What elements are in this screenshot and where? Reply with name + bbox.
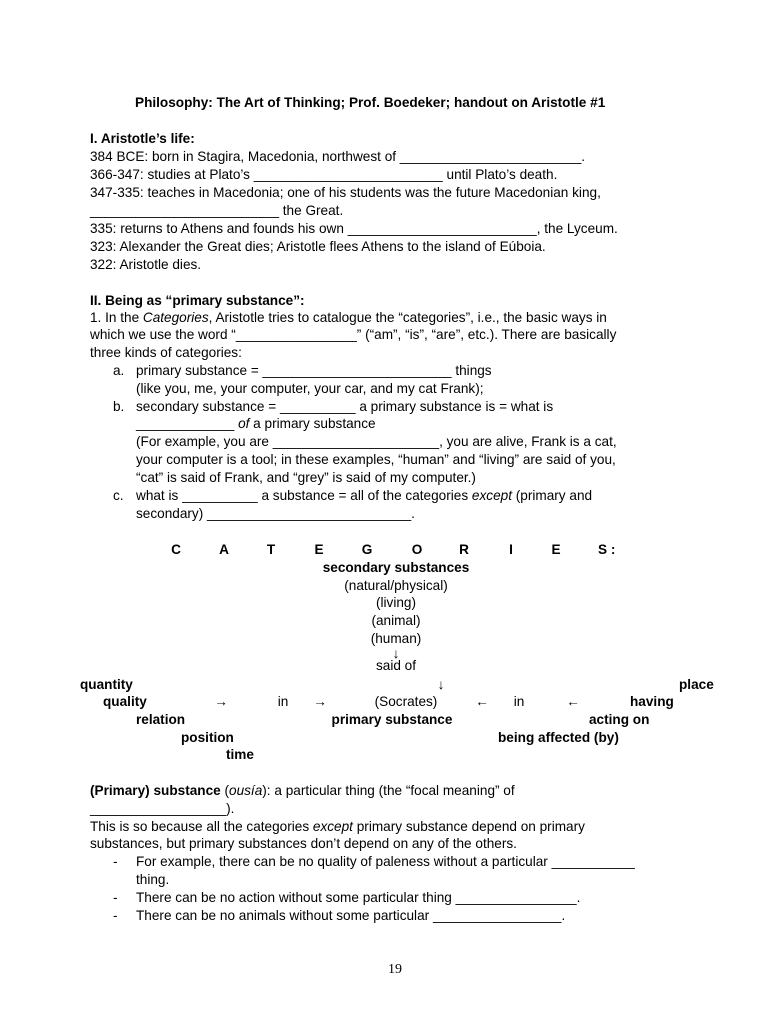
page-number: 19 [388, 962, 402, 977]
text-run: what is __________ a substance = all of the categories [136, 488, 472, 503]
list-item-text: secondary substance = __________ a primary substance is = what is [136, 399, 554, 414]
text-run: a primary substance [249, 416, 376, 431]
bullet-dash: - [113, 908, 118, 923]
categories-letter: A [219, 542, 229, 557]
bullet-text: For example, there can be no quality of paleness without a particular ___________ [136, 854, 635, 869]
down-arrow-icon: ↓ [437, 677, 445, 692]
list-marker: b. [113, 399, 125, 414]
list-item-text [136, 415, 376, 432]
bullet-text: There can be no animals without some particular _________________. [136, 908, 566, 923]
text-run: (primary and [511, 488, 593, 503]
species-label: (human) [370, 631, 422, 646]
except-emphasis: except [312, 819, 353, 834]
text-run: primary substance depend on primary [352, 819, 585, 834]
down-arrow-icon: ↓ [392, 646, 400, 661]
paragraph-line [90, 309, 607, 326]
category-relation: relation [136, 712, 186, 727]
left-arrow-icon: ← [475, 694, 489, 709]
paragraph-line: which we use the word “________________” (“am”, “is”, “are”, etc.). There are basically [90, 327, 617, 342]
life-line: 347-335: teaches in Macedonia; one of his students was the future Macedonian king, [90, 185, 601, 200]
categories-letter: E [551, 542, 561, 557]
bullet-text: There can be no action without some particular thing ________________. [136, 890, 581, 905]
list-item-text [136, 487, 592, 504]
secondary-substances-label: secondary substances [322, 560, 470, 575]
category-time: time [226, 747, 254, 762]
list-marker: c. [113, 488, 124, 503]
paragraph-line: __________________). [90, 801, 235, 816]
document-title: Philosophy: The Art of Thinking; Prof. Boedeker; handout on Aristotle #1 [135, 95, 606, 110]
category-position: position [181, 730, 234, 745]
genus-label: (living) [375, 595, 417, 610]
list-item-text: primary substance = _________________________ things [136, 363, 492, 378]
text-run: , Aristotle tries to catalogue the “categories”, i.e., the basic ways in [208, 310, 607, 325]
categories-letter: T [266, 542, 276, 557]
of-emphasis: of [238, 416, 250, 431]
socrates-label: (Socrates) [374, 694, 438, 709]
except-emphasis: except [471, 488, 512, 503]
categories-letter: O [411, 542, 423, 557]
text-run: This is so because all the categories [90, 819, 313, 834]
categories-letter: E [314, 542, 324, 557]
life-line: 323: Alexander the Great dies; Aristotle flees Athens to the island of Eúboia. [90, 239, 546, 254]
primary-substance-label: primary substance [331, 712, 453, 727]
categories-letter: I [509, 542, 513, 557]
categories-letter: S : [598, 542, 616, 557]
being-heading: II. Being as “primary substance”: [90, 293, 305, 308]
list-item-text: secondary) ___________________________. [136, 506, 415, 521]
category-having: having [630, 694, 674, 709]
bullet-dash: - [113, 854, 118, 869]
text-run: 1. In the [90, 310, 143, 325]
said-of-label: said of [375, 658, 417, 673]
paragraph-line: three kinds of categories: [90, 345, 242, 360]
ousia-term: ousía [229, 783, 263, 798]
categories-letter: G [361, 542, 373, 557]
right-arrow-icon: → [313, 694, 327, 709]
text-run: ( [220, 783, 230, 798]
paragraph-line: substances, but primary substances don’t depend on any of the others. [90, 836, 517, 851]
substance-definition [90, 782, 515, 799]
text-run: _____________ [136, 416, 239, 431]
list-item-text: (For example, you are ______________________, you are alive, Frank is a cat, [136, 434, 617, 449]
life-line: _________________________ the Great. [90, 203, 344, 218]
category-quality: quality [103, 694, 147, 709]
life-line: 335: returns to Athens and founds his own _________________________, the Lyceum. [90, 221, 618, 236]
life-line: 322: Aristotle dies. [90, 257, 202, 272]
substance-term: (Primary) substance [90, 783, 221, 798]
category-place: place [679, 677, 714, 692]
categories-letter: C [171, 542, 181, 557]
paragraph-line [90, 818, 585, 835]
life-line: 366-347: studies at Plato’s _________________________ until Plato’s death. [90, 167, 558, 182]
text-run: ): a particular thing (the “focal meaning” of [262, 783, 515, 798]
genus-label: (animal) [371, 613, 421, 628]
in-label: in [513, 694, 525, 709]
category-quantity: quantity [80, 677, 133, 692]
list-item-text: (like you, me, your computer, your car, and my cat Frank); [136, 381, 484, 396]
in-label: in [277, 694, 289, 709]
genus-label: (natural/physical) [344, 578, 448, 593]
right-arrow-icon: → [214, 694, 228, 709]
bullet-dash: - [113, 890, 118, 905]
life-line: 384 BCE: born in Stagira, Macedonia, northwest of ________________________. [90, 149, 586, 164]
categories-emphasis: Categories [142, 310, 209, 325]
list-item-text: your computer is a tool; in these examples, “human” and “living” are said of you, [136, 452, 616, 467]
categories-letter: R [459, 542, 469, 557]
category-being-affected: being affected (by) [498, 730, 619, 745]
life-heading: I. Aristotle’s life: [90, 131, 195, 146]
left-arrow-icon: ← [566, 694, 580, 709]
category-acting-on: acting on [589, 712, 650, 727]
bullet-text: thing. [136, 872, 170, 887]
list-marker: a. [113, 363, 125, 378]
list-item-text: “cat” is said of Frank, and “grey” is said of my computer.) [136, 470, 476, 485]
